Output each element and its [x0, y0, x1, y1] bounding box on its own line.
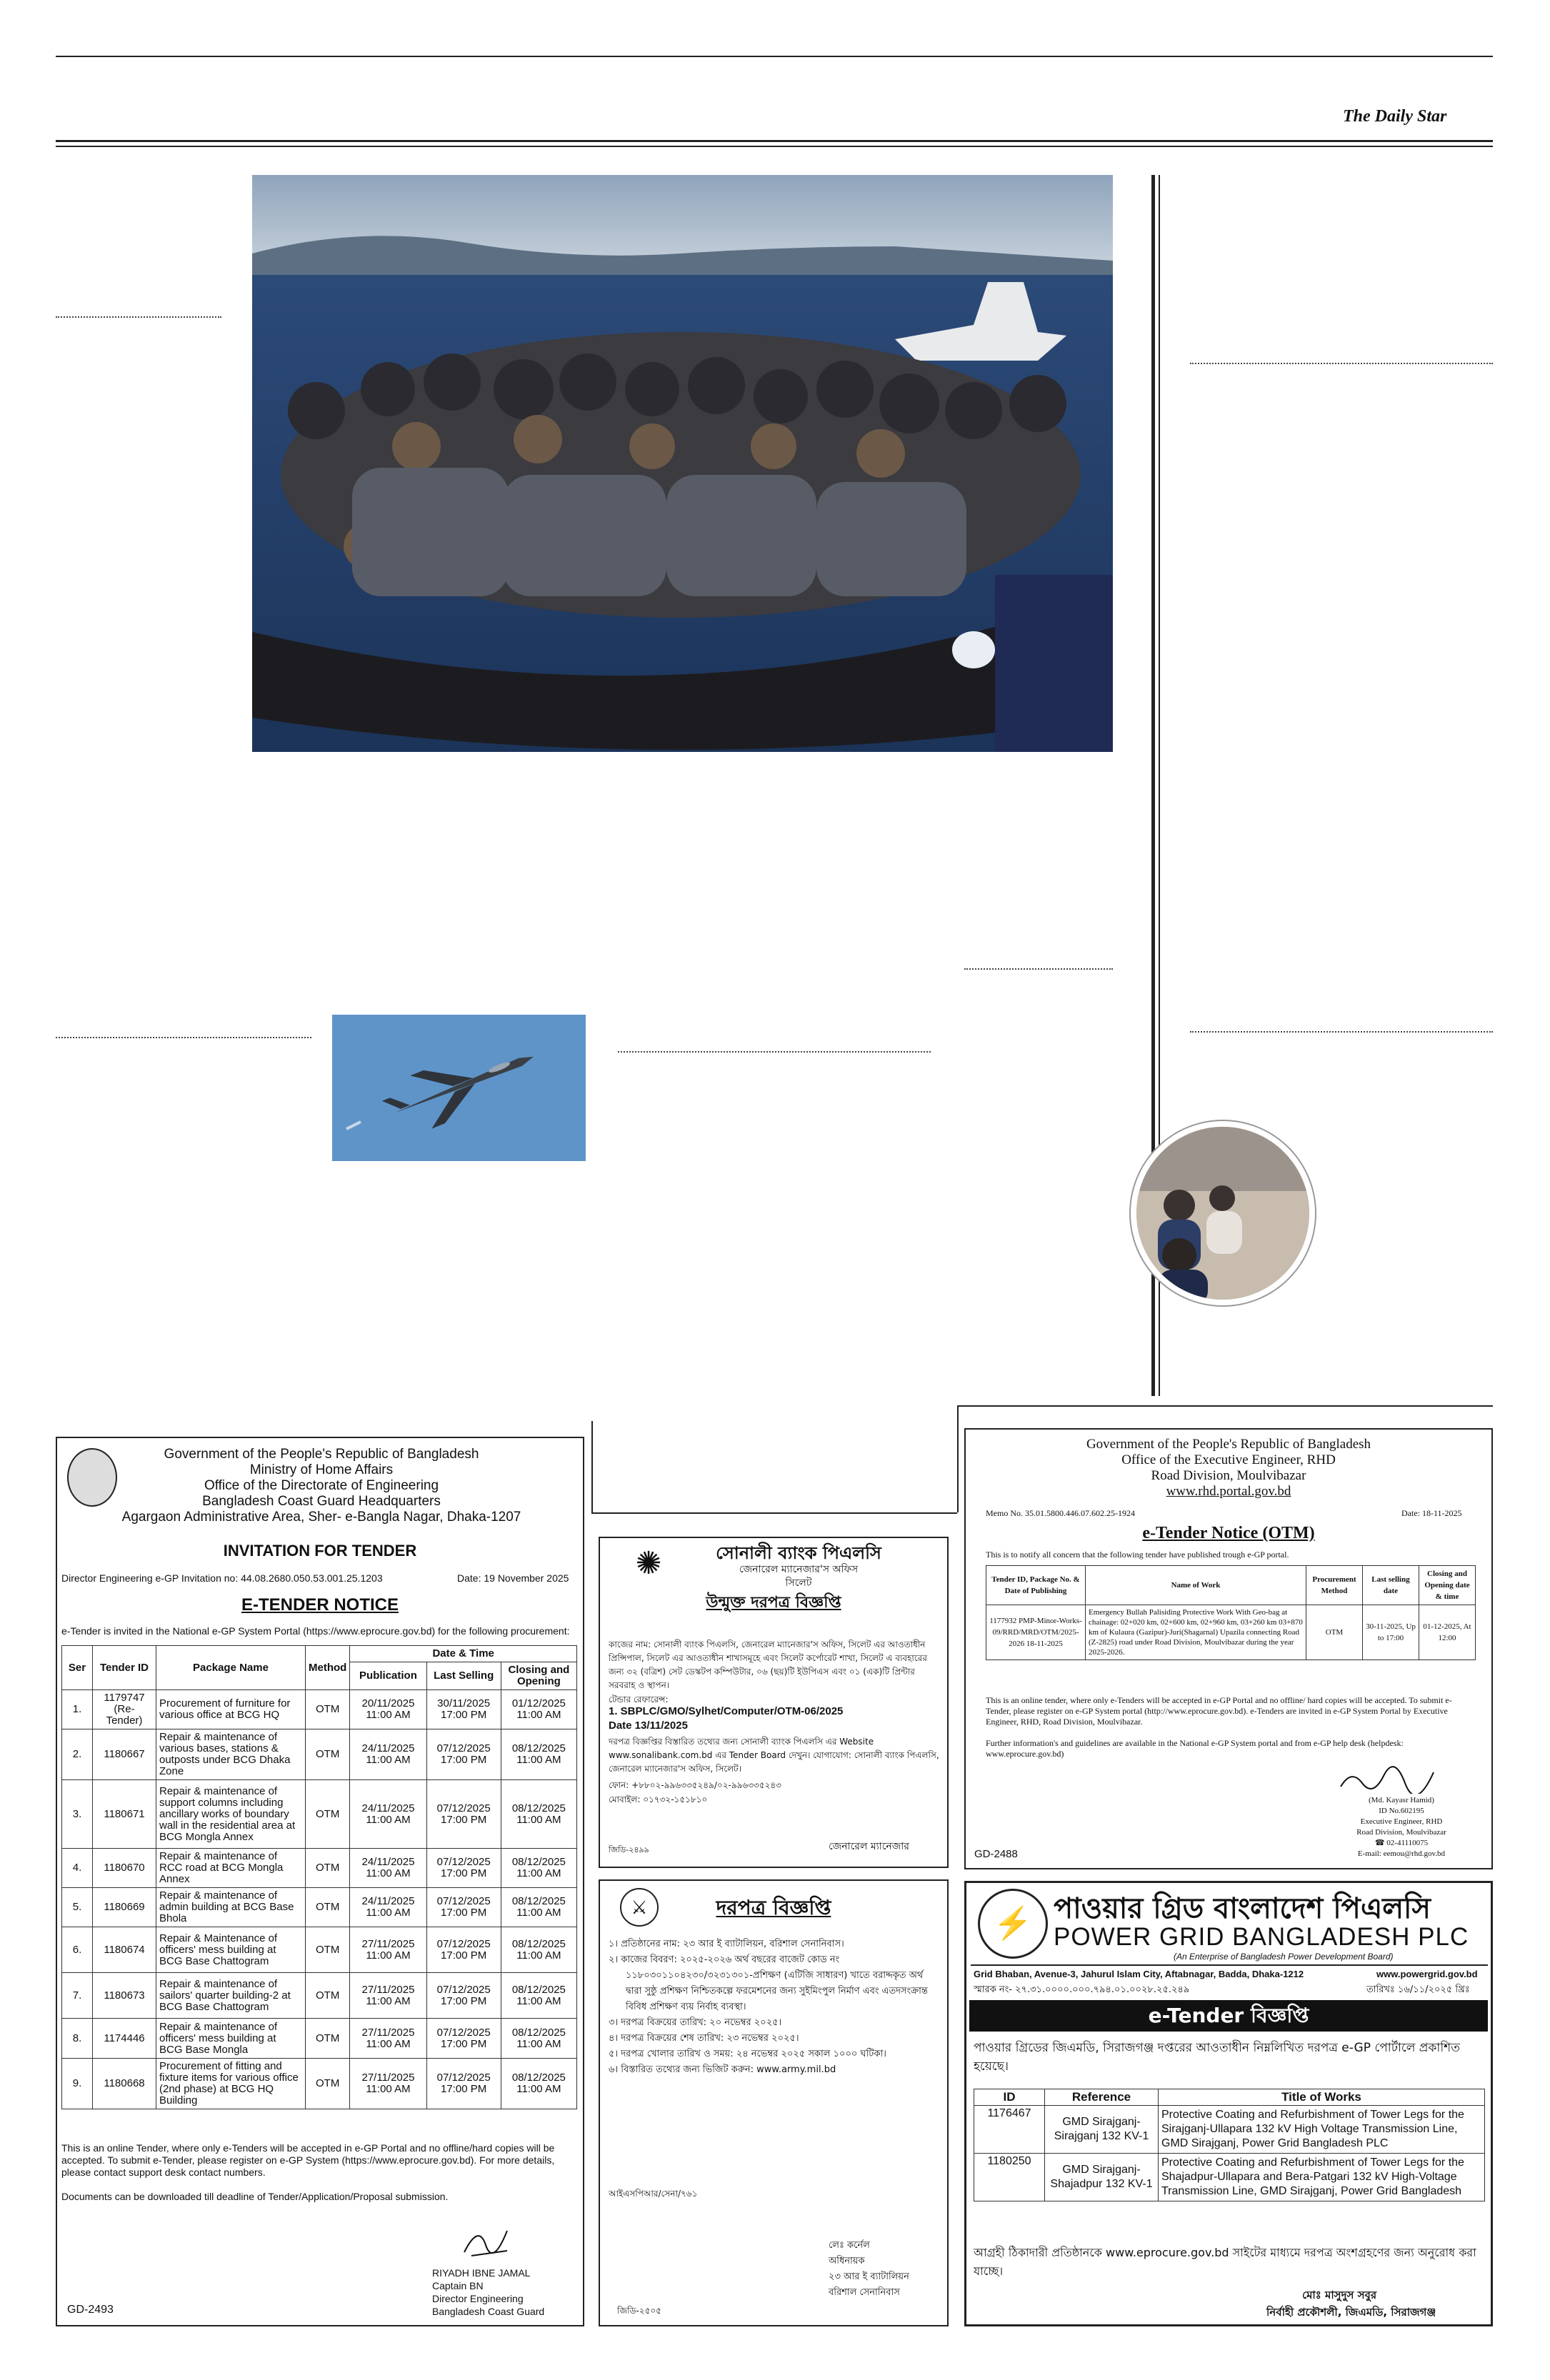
- rhd-signature: [1337, 1765, 1444, 1794]
- pgb-tagline: (An Enterprise of Bangladesh Power Development Board): [1174, 1952, 1394, 1962]
- divider-mid-1: [964, 968, 1113, 970]
- cg-footer-2: Documents can be downloaded till deadline of Tender/Application/Proposal submission.: [61, 2191, 449, 2202]
- cg-th-package: Package Name: [156, 1646, 306, 1690]
- pgb-web[interactable]: www.powergrid.gov.bd: [1376, 1969, 1478, 1979]
- cg-office: Office of the Directorate of Engineering: [204, 1478, 439, 1493]
- divider-right-1: [1190, 363, 1493, 364]
- army-code-left: আইএসপিআর/সেনা/৭৬১: [609, 2189, 698, 2199]
- cg-signature: [457, 2216, 514, 2259]
- pgb-th-ref: Reference: [1045, 2089, 1159, 2106]
- rhd-web[interactable]: www.rhd.portal.gov.bd: [1166, 1484, 1291, 1499]
- sonali-name: সোনালী ব্যাংক পিএলসি: [716, 1543, 881, 1563]
- sonali-code: জিডি-২৪৯৯: [609, 1845, 649, 1854]
- cg-tender-table: [61, 1645, 577, 2109]
- divider-right-2: [1190, 1031, 1493, 1033]
- rhd-memo: Memo No. 35.01.5800.446.07.602.25-1924: [986, 1508, 1135, 1518]
- table-row: 1180250 GMD Sirajganj-Shajadpur 132 KV-1 Protective Coating and Refurbishment of Tower Legs for the Shajadpur-Ullapara and Bera-Patgari 132 kV High-Voltage Transmission Line, GMD Sirajganj, Power Grid Bangladesh: [974, 2154, 1485, 2201]
- rhd-signer: (Md. Kayasr Hamid) ID No.602195 Executive Engineer, RHD Road Division, Moulvibazar ☎ 02-41110075 E-mail: eemou@rhd.gov.bd: [1356, 1796, 1446, 1858]
- ads-step-rule-2: [957, 1405, 959, 1512]
- cg-date: Date: 19 November 2025: [457, 1572, 569, 1584]
- cg-th-last: Last Selling: [426, 1662, 501, 1690]
- cg-ref: Director Engineering e-GP Invitation no: 44.08.2680.050.53.001.25.1203: [61, 1572, 383, 1584]
- cg-address: Agargaon Administrative Area, Sher- e-Bangla Nagar, Dhaka-1207: [121, 1510, 521, 1525]
- power-grid-tender-ad: [964, 1881, 1493, 2326]
- masthead-brand: The Daily Star: [1343, 107, 1447, 126]
- coast-guard-emblem: [67, 1448, 117, 1507]
- pgb-memo: স্মারক নং- ২৭.৩১.০০০০.০০০.৭৯৪.০১.০০২৮.২৫.২৪৯: [974, 1984, 1190, 1995]
- table-row: 1176467 GMD Sirajganj-Sirajganj 132 KV-1 Protective Coating and Refurbishment of Tower Legs for the Sirajganj-Ullapara 132 kV High Voltage Transmission Line, GMD Sirajganj, Power Grid Bangladesh PLC: [974, 2106, 1485, 2154]
- army-code-bottom: জিডি-২৫০৫: [617, 2306, 661, 2316]
- divider-left-1: [56, 316, 221, 318]
- table-row: 8. 1174446 Repair & maintenance of officers' mess building at BCG Base Mongla OTM 27/11/2025 11:00 AM 07/12/2025 17:00 PM 08/12/2025 11:00 AM: [62, 2019, 577, 2059]
- rhd-th-id: Tender ID, Package No. & Date of Publishing: [986, 1566, 1086, 1605]
- sonali-bank-tender-ad: [599, 1537, 949, 1868]
- sonali-mobile: মোবাইল: ০১৭৩২-১৫১৮১০: [609, 1794, 708, 1804]
- rhd-note-1: This is an online tender, where only e-Tenders will be accepted in e-GP Portal and no offline/ hard copies will be accepted. To submit e-Tender, please register on e-GP System portal (http://www.eprocure.gov.bd). e-Tenders are invited in e-GP System Portal by Executive Engineer, RHD, Road Division, Moulvibazar.: [986, 1695, 1452, 1727]
- cg-gov: Government of the People's Republic of Bangladesh: [164, 1447, 479, 1462]
- migrant-boat-photo: [252, 175, 1113, 752]
- rhd-office: Office of the Executive Engineer, RHD: [1121, 1452, 1336, 1467]
- rhd-gd: GD-2488: [974, 1848, 1018, 1860]
- rhd-intro: This is to notify all concern that the following tender have published trough e-GP portal.: [986, 1550, 1289, 1560]
- pgb-tender-table: [974, 2089, 1485, 2201]
- pgb-rule-1: [971, 1964, 1488, 1966]
- cg-gd: GD-2493: [67, 2304, 114, 2316]
- cg-th-datetime: Date & Time: [350, 1646, 577, 1662]
- rhd-th-close: Closing and Opening date & time: [1419, 1566, 1476, 1605]
- divider-left-2: [56, 1037, 311, 1038]
- rhd-th-method: Procurement Method: [1306, 1566, 1363, 1605]
- cg-heading: INVITATION FOR TENDER: [223, 1542, 417, 1560]
- cg-subheading: E-TENDER NOTICE: [241, 1595, 399, 1615]
- table-row: 6. 1180674 Repair & Maintenance of officers' mess building at BCG Base Chattogram OTM 27/11/2025 11:00 AM 07/12/2025 17:00 PM 08/12/2025 11:00 AM: [62, 1927, 577, 1973]
- cg-th-id: Tender ID: [93, 1646, 156, 1690]
- sonali-city: সিলেট: [785, 1577, 812, 1589]
- ads-step-rule-3: [591, 1512, 957, 1514]
- cg-intro: e-Tender is invited in the National e-GP System Portal (https://www.eprocure.gov.bd) for the following procurement:: [61, 1625, 570, 1637]
- pgb-footer: আগ্রহী ঠিকাদারী প্রতিষ্ঠানকে www.eprocure.gov.bd সাইটের মাধ্যমে দরপত্র অংশগ্রহণের জন্য অনুরোধ করা যাচ্ছে।: [974, 2246, 1476, 2278]
- top-rule: [56, 56, 1493, 57]
- army-signer: লেঃ কর্নেল অধিনায়ক ২৩ আর ই ব্যাটালিয়ন বরিশাল সেনানিবাস: [829, 2240, 909, 2298]
- table-row: 1177932 PMP-Minor-Works-09/RRD/MRD/OTM/2025-2026 18-11-2025 Emergency Bullah Palisiding Protective Work With Geo-bag at chainage: 02+020 km, 02+600 km, 02+960 km, 03+260 km 03+870 km of Kulaura (Gazipur)-Juri(Shagarnal) Upazila connecting Road (Z-2825) road under Road Division, Moulvibazar during the year 2025-2026. OTM 30-11-2025, Up to 17:00 01-12-2025, At 12:00: [986, 1605, 1476, 1660]
- table-row: 5. 1180669 Repair & maintenance of admin building at BCG Base Bhola OTM 24/11/2025 11:00 AM 07/12/2025 17:00 PM 08/12/2025 11:00 AM: [62, 1888, 577, 1927]
- table-row: 2. 1180667 Repair & maintenance of various bases, stations & outposts under BCG Dhaka Zone OTM 24/11/2025 11:00 AM 07/12/2025 17:00 PM 08/12/2025 11:00 AM: [62, 1729, 577, 1780]
- table-row: 3. 1180671 Repair & maintenance of support columns including ancillary works of boundary wall in the residential area at BCG Mongla Annex OTM 24/11/2025 11:00 AM 07/12/2025 17:00 PM 08/12/2025 11:00 AM: [62, 1780, 577, 1849]
- masthead-rule-2: [56, 146, 1493, 147]
- rhd-gov: Government of the People's Republic of Bangladesh: [1086, 1437, 1371, 1452]
- cg-th-pub: Publication: [350, 1662, 426, 1690]
- pgb-date: তারিখঃ ১৬/১১/২০২৫ খ্রিঃ: [1366, 1984, 1470, 1995]
- rhd-date: Date: 18-11-2025: [1401, 1508, 1462, 1518]
- pgb-banner: e-Tender বিজ্ঞপ্তি: [969, 2000, 1488, 2032]
- cg-signer: RIYADH IBNE JAMAL Captain BN Director Engineering Bangladesh Coast Guard: [432, 2267, 545, 2317]
- rhd-th-last: Last selling date: [1363, 1566, 1419, 1605]
- sonali-ref-label: টেন্ডার রেফারেন্স:: [609, 1694, 669, 1704]
- cg-th-ser: Ser: [62, 1646, 93, 1690]
- table-row: 9. 1180668 Procurement of fitting and fixture items for various office (2nd phase) at BCG HQ Building OTM 27/11/2025 11:00 AM 07/12/2025 17:00 PM 08/12/2025 11:00 AM: [62, 2059, 577, 2109]
- sonali-body: কাজের নাম: সোনালী ব্যাংক পিএলসি, জেনারেল ম্যানেজার'স অফিস, সিলেট এর আওতাধীন প্রিন্সিপাল, সিলেট এর আওতাধীন শাখাসমূহে এবং সিলেট কর্পোরেট শাখা, সিলেট এ ব্যবহারের জন্য ৩২ (বত্রিশ) সেট ডেস্কটপ কম্পিউটার, ০৬ (ছয়)টি ইউপিএস এবং ০১ (এক)টি প্রিন্টার সরবরাহ ও স্থাপন।: [609, 1640, 927, 1690]
- ads-step-rule: [591, 1421, 593, 1512]
- rhd-th-work: Name of Work: [1086, 1566, 1306, 1605]
- pgb-signer-1: মোঃ মাসুদুস সবুর: [1302, 2289, 1377, 2301]
- pgb-address: Grid Bhaban, Avenue-3, Jahurul Islam City, Aftabnagar, Badda, Dhaka-1212: [974, 1969, 1304, 1979]
- rhd-tender-table: [986, 1565, 1476, 1660]
- army-emblem-icon: ⚔: [620, 1888, 659, 1927]
- cg-ministry: Ministry of Home Affairs: [249, 1462, 394, 1477]
- army-tender-ad: [599, 1879, 949, 2326]
- pgb-signer-2: নির্বাহী প্রকৌশলী, জিএমডি, সিরাজগঞ্জ: [1266, 2306, 1436, 2319]
- cg-th-close: Closing and Opening: [501, 1662, 576, 1690]
- army-heading: দরপত্র বিজ্ঞপ্তি: [716, 1896, 831, 1919]
- pgb-logo-icon: ⚡: [978, 1889, 1048, 1959]
- rhd-note-2: Further information's and guidelines are available in the National e-GP System portal and from e-GP help desk (helpdesk: www.eprocure.gov.bd): [986, 1738, 1404, 1759]
- army-items: ১। প্রতিষ্ঠানের নাম: ২৩ আর ই ব্যাটালিয়ন, বরিশাল সেনানিবাস। ২। কাজের বিবরণ: ২০২৫-২০২৬ অর্থ বছরের বাজেট কোড নং ১১৮০৩০১১০৪২৩০/৩২৩১৩০১-প্রশিক্ষণ (এটিজি সাধারণ) খাতে বরাদ্দকৃত অর্থ দ্বারা সুষ্ঠু প্রশিক্ষণ নিশ্চিতকল্পে ফরমেশনের জন্য সুইমিংপুল নির্মাণ এবং এতদসংক্রান্ত বিবিধ প্রশিক্ষণ ব্যয় নির্বাহ ব্যবস্থা। ৩। দরপত্র বিক্রয়ের তারিখ: ২০ নভেম্বর ২০২৫। ৪। দরপত্র বিক্রয়ের শেষ তারিখ: ২৩ নভেম্বর ২০২৫। ৫। দরপত্র খোলার তারিখ ও সময়: ২৪ নভেম্বর ২০২৫ সকাল ১০০০ ঘটিকা। ৬। বিস্তারিত তথ্যের জন্য ভিজিট করুন: www.army.mil.bd: [609, 1939, 928, 2075]
- sonali-details: দরপত্র বিজ্ঞপ্তির বিস্তারিত তথ্যের জন্য সোনালী ব্যাংক পিএলসি এর Website www.sonalibank.com.bd এর Tender Board দেখুন। যোগাযোগ: সোনালী ব্যাংক পিএলসি, জেনারেল ম্যানেজার'স অফিস, সিলেট।: [609, 1737, 939, 1774]
- sonali-ref: 1. SBPLC/GMO/Sylhet/Computer/OTM-06/2025: [609, 1705, 844, 1717]
- table-row: 1. 1179747 (Re-Tender) Procurement of furniture for various office at BCG HQ OTM 20/11/2025 11:00 AM 30/11/2025 17:00 PM 01/12/2025 11:00 AM: [62, 1690, 577, 1729]
- sonali-date: Date 13/11/2025: [609, 1719, 688, 1732]
- fighter-jet-photo: [332, 1015, 586, 1161]
- pgb-th-id: ID: [974, 2089, 1045, 2106]
- pgb-name-en: POWER GRID BANGLADESH PLC: [1054, 1923, 1469, 1951]
- rhd-tender-ad: [964, 1428, 1493, 1869]
- coast-guard-tender-ad: [56, 1437, 584, 2326]
- cg-footer-1: This is an online Tender, where only e-Tenders will be accepted in e-GP Portal and no offline/hard copies will be accepted. To submit e-Tender, please register on e-GP System (https://www.eprocure.gov.bd). For more details, please contact support desk contact numbers.: [61, 2142, 555, 2178]
- table-row: 7. 1180673 Repair & maintenance of sailors' quarter building-2 at BCG Base Chattogram OTM 27/11/2025 11:00 AM 07/12/2025 17:00 PM 08/12/2025 11:00 AM: [62, 1973, 577, 2019]
- masthead-rule-1: [56, 140, 1493, 142]
- ads-top-rule: [957, 1405, 1493, 1407]
- sonali-heading: উন্মুক্ত দরপত্র বিজ্ঞপ্তি: [706, 1594, 841, 1612]
- cg-th-method: Method: [306, 1646, 350, 1690]
- cg-hq: Bangladesh Coast Guard Headquarters: [202, 1494, 441, 1509]
- sonali-office: জেনারেল ম্যানেজার'স অফিস: [739, 1564, 859, 1575]
- inset-circle-photo: [1131, 1121, 1315, 1305]
- pgb-intro: পাওয়ার গ্রিডের জিএমডি, সিরাজগঞ্জ দপ্তরের আওতাধীন নিম্নলিখিত দরপত্র e-GP পোর্টালে প্রকাশিত হয়েছে।: [974, 2041, 1461, 2074]
- sonali-phone: ফোন: +৮৮০২-৯৯৬৩৩৫২৪৯/০২-৯৯৬৩৩৫২৪৩: [609, 1780, 781, 1790]
- pgb-name-bn: পাওয়ার গ্রিড বাংলাদেশ পিএলসি: [1054, 1892, 1431, 1925]
- divider-mid-2: [618, 1051, 931, 1053]
- sonali-logo-icon: ✺: [635, 1546, 662, 1581]
- table-row: 4. 1180670 Repair & maintenance of RCC road at BCG Mongla Annex OTM 24/11/2025 11:00 AM 07/12/2025 17:00 PM 08/12/2025 11:00 AM: [62, 1849, 577, 1888]
- rhd-heading: e-Tender Notice (OTM): [1142, 1524, 1315, 1542]
- pgb-th-title: Title of Works: [1159, 2089, 1485, 2106]
- sonali-signer: জেনারেল ম্যানেজার: [829, 1841, 909, 1852]
- rhd-division: Road Division, Moulvibazar: [1151, 1468, 1306, 1483]
